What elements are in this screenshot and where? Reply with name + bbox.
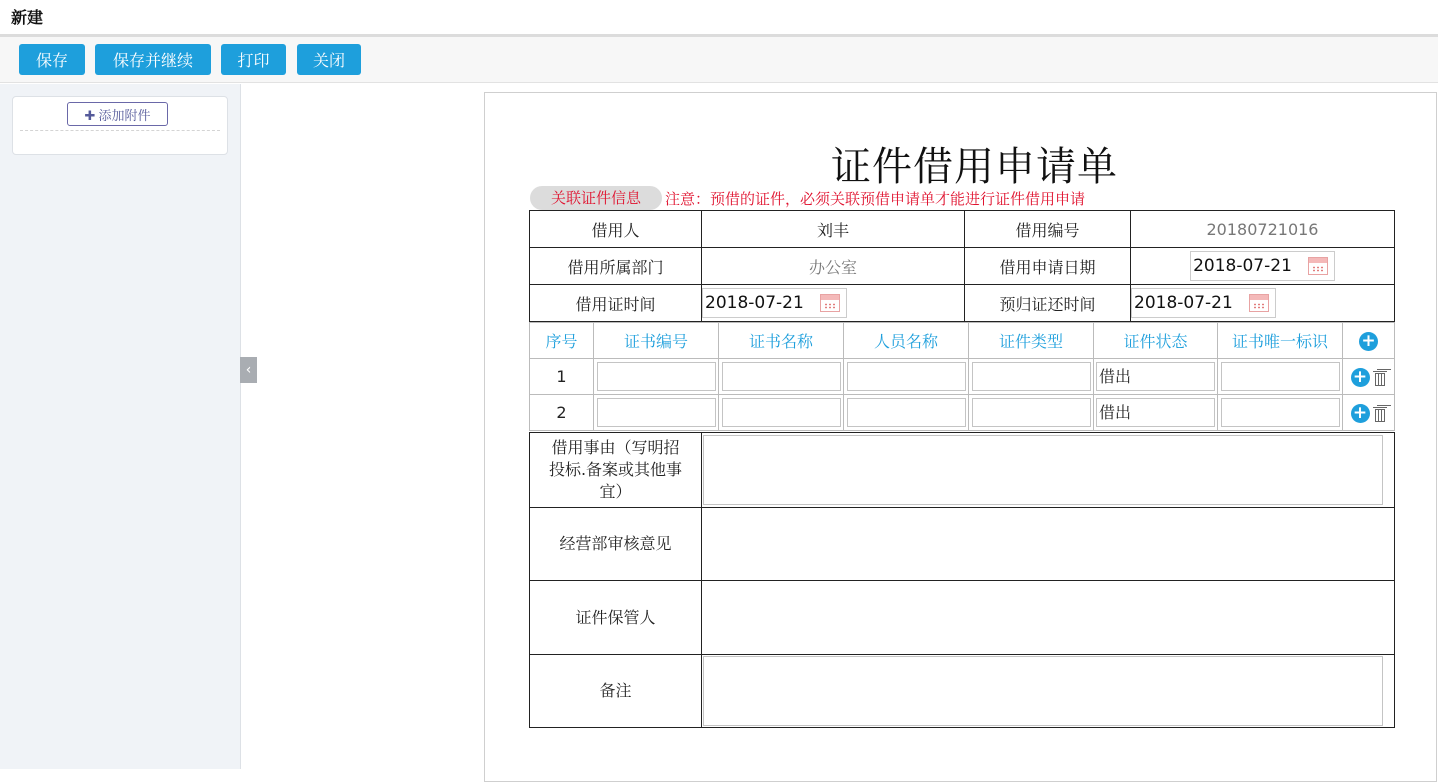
column-header-type: 证件类型 bbox=[969, 323, 1094, 359]
type-cell bbox=[969, 395, 1094, 431]
person-cell bbox=[844, 359, 969, 395]
type-cell bbox=[969, 359, 1094, 395]
print-button[interactable]: 打印 bbox=[221, 44, 286, 75]
plus-circle-icon[interactable]: + bbox=[1359, 332, 1378, 351]
department-value: 办公室 bbox=[702, 248, 965, 285]
column-header-seq: 序号 bbox=[530, 323, 594, 359]
link-certificate-button[interactable]: 关联证件信息 bbox=[530, 186, 662, 210]
status-cell bbox=[1094, 395, 1218, 431]
row-seq: 1 bbox=[530, 359, 594, 395]
cert-name-cell bbox=[719, 359, 844, 395]
table-row bbox=[530, 581, 1395, 655]
calendar-icon[interactable] bbox=[820, 294, 840, 312]
save-and-continue-button[interactable]: 保存并继续 bbox=[95, 44, 211, 75]
borrow-time-input[interactable] bbox=[702, 288, 847, 318]
cert-no-cell bbox=[594, 395, 719, 431]
trash-icon[interactable] bbox=[1373, 405, 1387, 422]
keeper-cell bbox=[702, 581, 1395, 655]
borrow-notice: 注意：预借的证件，必须关联预借申请单才能进行证件借用申请 bbox=[665, 190, 1086, 208]
borrower-value: 刘丰 bbox=[702, 211, 965, 248]
chevron-left-icon[interactable]: ‹ bbox=[240, 357, 257, 383]
uid-cell bbox=[1218, 395, 1343, 431]
column-header-cert-no: 证书编号 bbox=[594, 323, 719, 359]
row-actions bbox=[1343, 359, 1395, 395]
trash-icon[interactable] bbox=[1373, 369, 1387, 386]
approval-table bbox=[529, 432, 1395, 728]
table-row bbox=[530, 433, 1395, 508]
table-row bbox=[530, 655, 1395, 728]
table-row bbox=[530, 211, 1395, 248]
calendar-icon[interactable] bbox=[1308, 257, 1328, 275]
apply-date-value: 2018-07-21 bbox=[1193, 256, 1292, 276]
add-attachment-button[interactable] bbox=[67, 102, 168, 126]
type-input[interactable] bbox=[972, 362, 1091, 391]
row-seq: 2 bbox=[530, 395, 594, 431]
attachment-panel bbox=[0, 84, 241, 769]
toolbar bbox=[0, 37, 1438, 83]
reason-textarea[interactable] bbox=[703, 435, 1383, 505]
review-label: 经营部审核意见 bbox=[530, 508, 702, 581]
borrow-info-table bbox=[529, 210, 1395, 322]
person-input[interactable] bbox=[847, 398, 966, 427]
column-header-cert-name: 证书名称 bbox=[719, 323, 844, 359]
cert-no-input[interactable] bbox=[597, 362, 716, 391]
add-attachment-label: 添加附件 bbox=[98, 108, 151, 124]
remark-label: 备注 bbox=[530, 655, 702, 728]
keeper-label: 证件保管人 bbox=[530, 581, 702, 655]
person-cell bbox=[844, 395, 969, 431]
cert-name-input[interactable] bbox=[722, 398, 841, 427]
borrower-label: 借用人 bbox=[530, 211, 702, 248]
add-row-header-cell bbox=[1343, 323, 1395, 359]
remark-cell bbox=[702, 655, 1395, 728]
uid-input[interactable] bbox=[1221, 362, 1340, 391]
borrow-time-value: 2018-07-21 bbox=[705, 293, 804, 313]
attachment-divider bbox=[20, 130, 220, 131]
plus-circle-icon[interactable]: + bbox=[1351, 404, 1370, 423]
plus-circle-icon[interactable]: + bbox=[1351, 368, 1370, 387]
reason-label: 借用事由（写明招投标.备案或其他事宜） bbox=[530, 433, 702, 508]
form-sheet bbox=[484, 92, 1437, 782]
cert-name-input[interactable] bbox=[722, 362, 841, 391]
cert-no-cell bbox=[594, 359, 719, 395]
window-titlebar bbox=[0, 0, 1438, 34]
attachment-box bbox=[12, 96, 228, 155]
table-row bbox=[530, 359, 1395, 395]
uid-input[interactable] bbox=[1221, 398, 1340, 427]
department-label: 借用所属部门 bbox=[530, 248, 702, 285]
review-cell bbox=[702, 508, 1395, 581]
cert-name-cell bbox=[719, 395, 844, 431]
borrow-time-cell bbox=[702, 285, 965, 322]
table-row bbox=[530, 395, 1395, 431]
borrow-no-value: 20180721016 bbox=[1131, 211, 1395, 248]
plus-icon: ✚ bbox=[84, 108, 96, 124]
reason-cell bbox=[702, 433, 1395, 508]
return-time-value: 2018-07-21 bbox=[1134, 293, 1233, 313]
type-input[interactable] bbox=[972, 398, 1091, 427]
status-cell bbox=[1094, 359, 1218, 395]
status-input[interactable]: 借出 bbox=[1096, 398, 1215, 427]
table-header-row bbox=[530, 323, 1395, 359]
apply-date-cell bbox=[1131, 248, 1395, 285]
close-button[interactable]: 关闭 bbox=[297, 44, 361, 75]
cert-no-input[interactable] bbox=[597, 398, 716, 427]
form-title: 证件借用申请单 bbox=[831, 144, 1118, 190]
return-time-label: 预归证还时间 bbox=[965, 285, 1131, 322]
remark-textarea[interactable] bbox=[703, 656, 1383, 726]
table-row bbox=[530, 248, 1395, 285]
table-row bbox=[530, 508, 1395, 581]
apply-date-input[interactable] bbox=[1190, 251, 1335, 281]
uid-cell bbox=[1218, 359, 1343, 395]
person-input[interactable] bbox=[847, 362, 966, 391]
borrow-time-label: 借用证时间 bbox=[530, 285, 702, 322]
certificate-items-table bbox=[529, 322, 1395, 431]
window-title: 新建 bbox=[11, 8, 44, 27]
return-time-cell bbox=[1131, 285, 1395, 322]
table-row bbox=[530, 285, 1395, 322]
column-header-status: 证件状态 bbox=[1094, 323, 1218, 359]
save-button[interactable]: 保存 bbox=[19, 44, 85, 75]
row-actions bbox=[1343, 395, 1395, 431]
column-header-uid: 证书唯一标识 bbox=[1218, 323, 1343, 359]
borrow-no-label: 借用编号 bbox=[965, 211, 1131, 248]
calendar-icon[interactable] bbox=[1249, 294, 1269, 312]
column-header-person: 人员名称 bbox=[844, 323, 969, 359]
status-input[interactable]: 借出 bbox=[1096, 362, 1215, 391]
apply-date-label: 借用申请日期 bbox=[965, 248, 1131, 285]
return-time-input[interactable] bbox=[1131, 288, 1276, 318]
